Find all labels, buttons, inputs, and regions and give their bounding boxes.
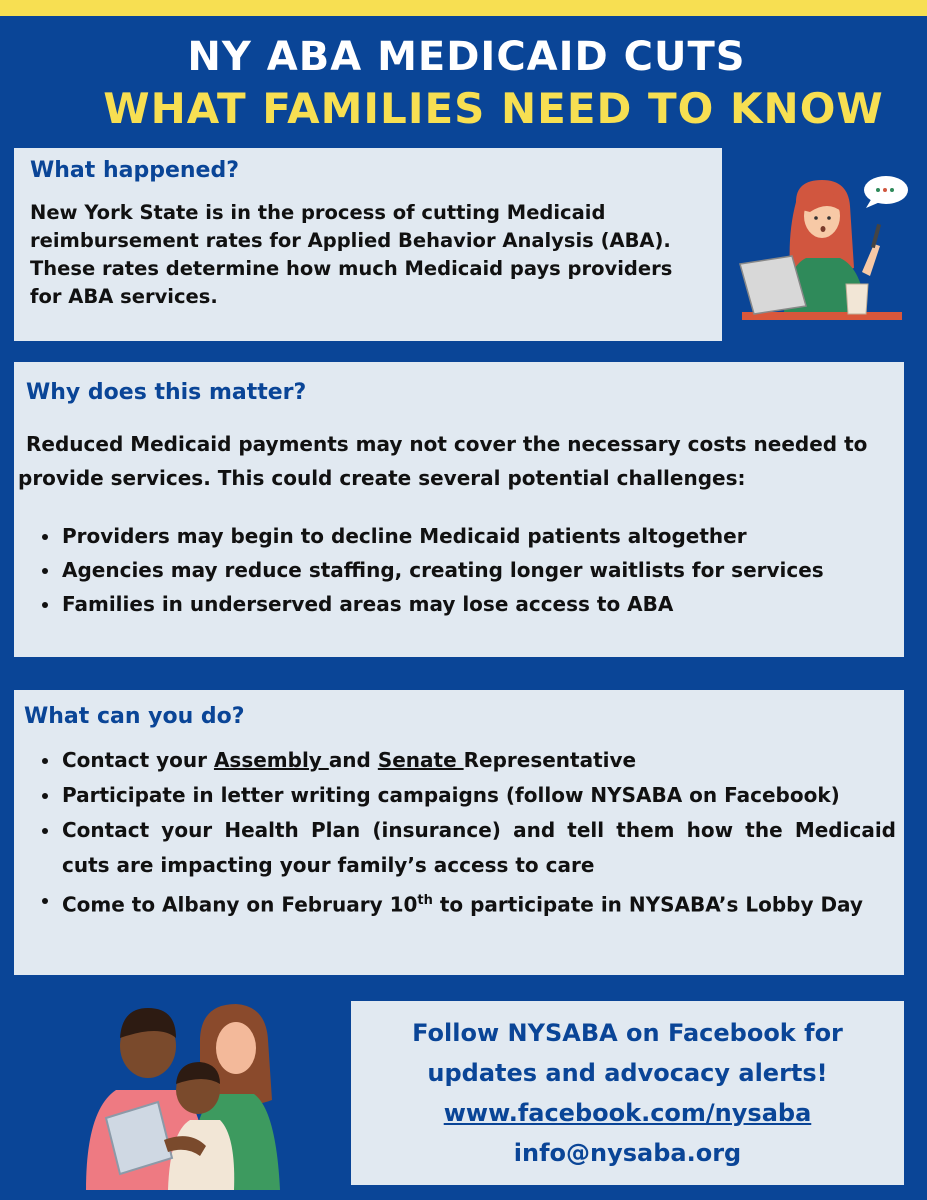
facebook-link[interactable]: www.facebook.com/nysaba	[443, 1099, 812, 1127]
mother-face-shape	[216, 1022, 256, 1074]
eye-shape	[814, 216, 818, 220]
page-subtitle: WHAT FAMILIES NEED TO KNOW	[103, 84, 884, 133]
senate-link[interactable]: Senate	[377, 748, 464, 772]
list-item: Contact your Health Plan (insurance) and tell them how the Medicaid cuts are impacting your family’s access to care	[62, 813, 896, 883]
actions-list	[24, 743, 896, 923]
text-span: Come to Albany on February 10	[62, 892, 418, 917]
family-illustration	[40, 990, 330, 1190]
section-intro: Reduced Medicaid payments may not cover the necessary costs needed to provide services. This could create several potential challenges:	[18, 432, 868, 490]
assembly-link[interactable]: Assembly	[213, 748, 329, 772]
text-span: and	[328, 748, 378, 772]
follow-line: Follow NYSABA on Facebook for	[412, 1019, 843, 1047]
woman-laptop-illustration	[736, 172, 908, 330]
cup-shape	[846, 284, 868, 314]
hand-shape	[862, 244, 880, 276]
follow-box	[351, 1001, 904, 1185]
bubble-dot	[890, 188, 894, 192]
why-matters-panel	[14, 362, 904, 657]
section-heading: Why does this matter?	[26, 380, 307, 405]
text-span: Contact your	[62, 748, 214, 772]
email-address[interactable]: info@nysaba.org	[513, 1139, 742, 1167]
desk-shape	[742, 312, 902, 320]
section-heading: What happened?	[30, 158, 239, 183]
list-item: Families in underserved areas may lose access to ABA	[62, 587, 896, 621]
section-body: New York State is in the process of cutting Medicaid reimbursement rates for Applied Behavior Analysis (ABA). These rates determine how much Medicaid pays providers for ABA services.	[30, 201, 673, 308]
section-heading: What can you do?	[24, 704, 245, 729]
text-span: to participate in NYSABA’s Lobby Day	[432, 892, 863, 917]
follow-line: updates and advocacy alerts!	[427, 1059, 828, 1087]
superscript: th	[417, 893, 433, 908]
what-happened-panel	[14, 148, 722, 341]
eye-shape	[827, 216, 831, 220]
list-item: Providers may begin to decline Medicaid patients altogether	[62, 519, 896, 553]
what-can-you-do-panel	[14, 690, 904, 975]
list-item	[62, 883, 896, 923]
list-item	[62, 743, 896, 778]
challenges-list	[18, 519, 896, 621]
page-title: NY ABA MEDICAID CUTS	[187, 34, 746, 80]
top-accent-bar	[0, 0, 927, 16]
bubble-dot	[876, 188, 880, 192]
text-span: Representative	[463, 748, 637, 772]
list-item: Participate in letter writing campaigns (follow NYSABA on Facebook)	[62, 778, 896, 813]
mouth-shape	[821, 226, 826, 232]
list-item: Agencies may reduce staffing, creating longer waitlists for services	[62, 553, 896, 587]
bubble-dot	[883, 188, 887, 192]
pen-shape	[871, 224, 881, 248]
